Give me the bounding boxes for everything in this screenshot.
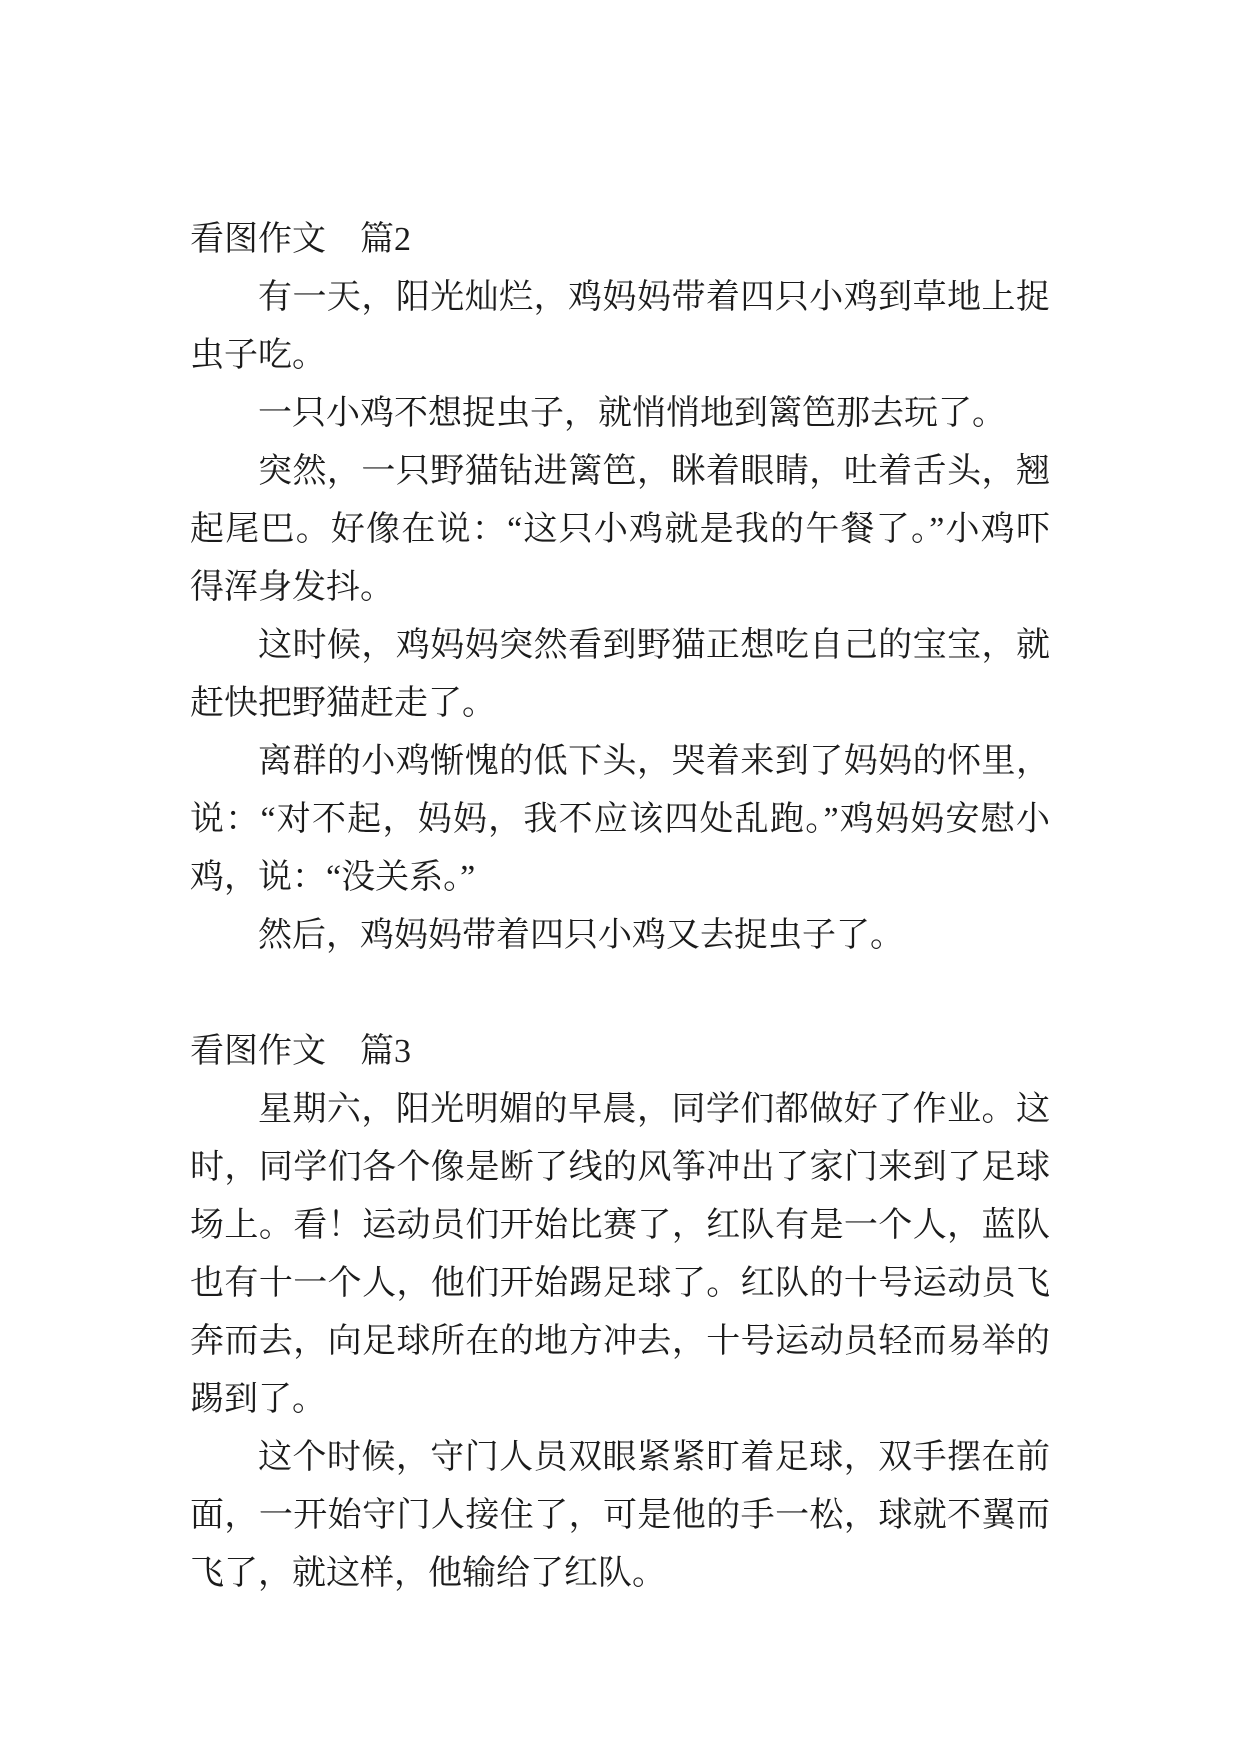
section-heading-essay-3: 看图作文 篇3 (190, 1033, 411, 1070)
section-heading-essay-2: 看图作文 篇2 (190, 221, 411, 258)
paragraph: 突然，一只野猫钻进篱笆，眯着眼睛，吐着舌头，翘起尾巴。好像在说：“这只小鸡就是我的午餐了。”小鸡吓得浑身发抖。 (190, 453, 1050, 606)
paragraph: 这时候，鸡妈妈突然看到野猫正想吃自己的宝宝，就赶快把野猫赶走了。 (190, 627, 1050, 722)
paragraph: 离群的小鸡惭愧的低下头，哭着来到了妈妈的怀里，说：“对不起，妈妈，我不应该四处乱跑。”鸡妈妈安慰小鸡，说：“没关系。” (190, 743, 1050, 896)
paragraph: 星期六，阳光明媚的早晨，同学们都做好了作业。这时，同学们各个像是断了线的风筝冲出了家门来到了足球场上。看！运动员们开始比赛了，红队有是一个人，蓝队也有十一个人，他们开始踢足球了。红队的十号运动员飞奔而去，向足球所在的地方冲去，十号运动员轻而易举的踢到了。 (190, 1091, 1050, 1418)
document-content (190, 211, 1050, 1603)
paragraph: 这个时候，守门人员双眼紧紧盯着足球，双手摆在前面，一开始守门人接住了，可是他的手一松，球就不翼而飞了，就这样，他输给了红队。 (190, 1439, 1050, 1592)
paragraph: 一只小鸡不想捉虫子，就悄悄地到篱笆那去玩了。 (258, 395, 1006, 432)
paragraph: 然后，鸡妈妈带着四只小鸡又去捉虫子了。 (258, 917, 904, 954)
paragraph: 有一天，阳光灿烂，鸡妈妈带着四只小鸡到草地上捉虫子吃。 (190, 279, 1050, 374)
